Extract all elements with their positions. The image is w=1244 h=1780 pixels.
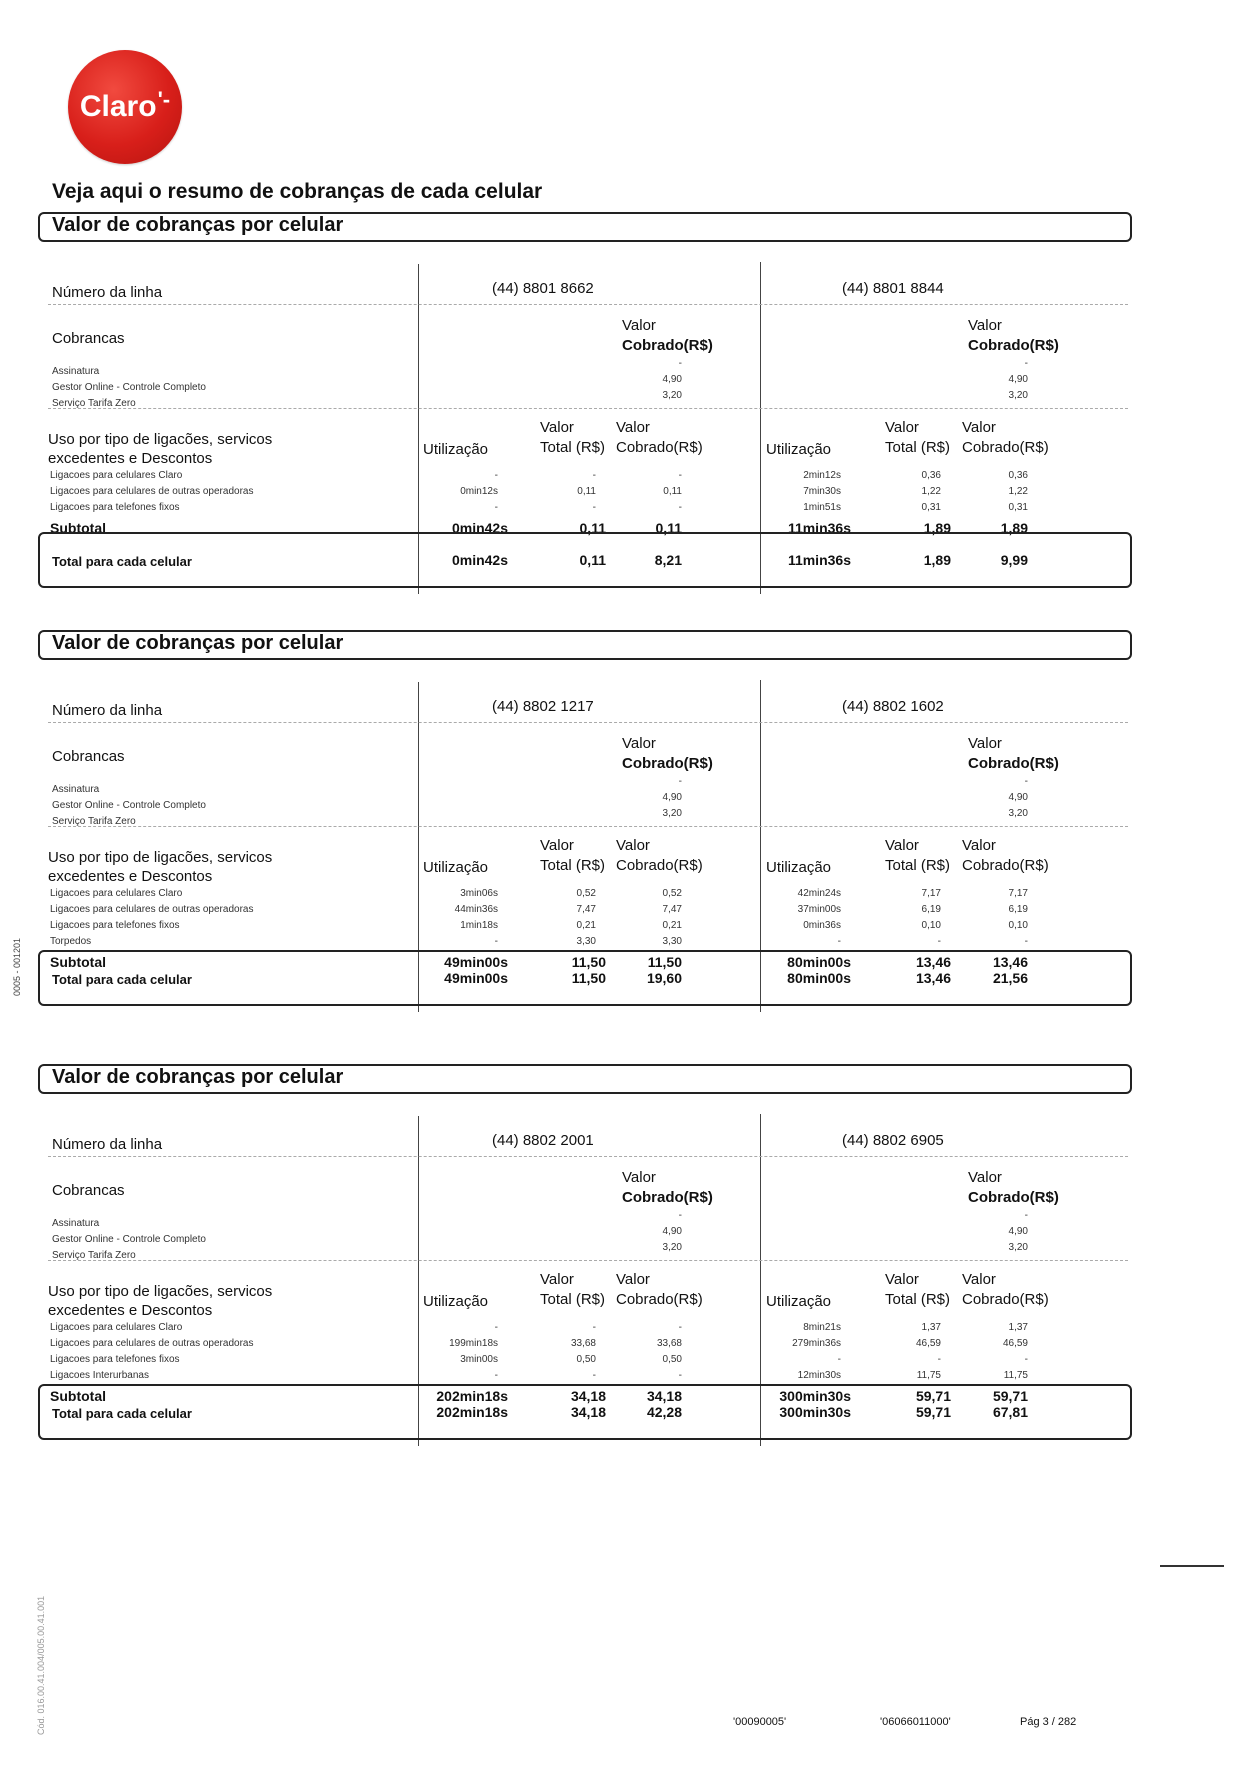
cobrado-header: Cobrado(R$) [622,337,713,354]
utilizacao-header: Utilização [423,441,489,458]
usage-total: - [937,1354,941,1365]
total-utilizacao: 80min00s [787,970,851,986]
total-header: Total (R$) [540,1291,606,1308]
usage-item: Ligacoes para celulares Claro [50,888,183,899]
valor-header: Valor [616,837,650,854]
subtotal-total: 0,11 [579,520,606,536]
row-separator [48,304,1128,305]
usage-total: 7,47 [576,904,596,915]
charge-item: Gestor Online - Controle Completo [52,800,206,811]
usage-cobrado: 6,19 [1008,904,1028,915]
cobrado-header: Cobrado(R$) [968,1189,1059,1206]
subtotal-cobrado: 59,71 [992,1388,1028,1404]
usage-utilizacao: 3min00s [460,1354,498,1365]
charges-label: Cobrancas [52,748,125,765]
subtotal-label: Subtotal [50,520,106,536]
line-number: (44) 8802 1217 [492,698,594,715]
total-utilizacao: 11min36s [787,552,851,568]
utilizacao-header: Utilização [766,441,832,458]
usage-cobrado: 11,75 [1003,1370,1028,1381]
line-number: (44) 8802 2001 [492,1132,594,1149]
usage-utilizacao: 8min21s [803,1322,841,1333]
row-separator [48,1260,1128,1261]
usage-utilizacao: 2min12s [803,470,841,481]
usage-label-line2: excedentes e Descontos [48,1302,213,1319]
charge-value: - [1024,358,1028,369]
usage-label-line1: Uso por tipo de ligacões, servicos [48,431,273,448]
line-number: (44) 8801 8662 [492,280,594,297]
usage-utilizacao: 44min36s [454,904,498,915]
charge-item: Assinatura [52,1218,100,1229]
usage-utilizacao: 37min00s [797,904,841,915]
charge-item: Serviço Tarifa Zero [52,398,136,409]
usage-cobrado: 0,31 [1008,502,1028,513]
claro-logo [68,50,182,164]
row-separator [48,826,1128,827]
charge-value: - [678,776,682,787]
usage-item: Ligacoes para telefones fixos [50,502,180,513]
charge-item: Serviço Tarifa Zero [52,816,136,827]
usage-utilizacao: 3min06s [460,888,498,899]
usage-label-line1: Uso por tipo de ligacões, servicos [48,849,273,866]
subtotal-label: Subtotal [50,954,106,970]
total-utilizacao: 300min30s [779,1404,851,1420]
utilizacao-header: Utilização [423,1293,489,1310]
usage-cobrado: - [678,470,682,481]
section-title: Valor de cobranças por celular [52,214,344,236]
usage-cobrado: 0,52 [662,888,682,899]
line-number-label: Número da linha [52,702,163,719]
usage-utilizacao: 0min36s [803,920,841,931]
total-total: 11,50 [571,970,606,986]
usage-item: Ligacoes para celulares Claro [50,470,183,481]
charge-value: - [678,358,682,369]
charge-value: 3,20 [662,390,682,401]
total-total: 1,89 [923,552,951,568]
usage-total: 33,68 [570,1338,596,1349]
total-total: 13,46 [915,970,951,986]
usage-utilizacao: - [837,1354,841,1365]
valor-header: Valor [540,1271,574,1288]
charge-value: 3,20 [662,1242,682,1253]
usage-item: Ligacoes para celulares Claro [50,1322,183,1333]
usage-total: - [592,470,596,481]
usage-label-line2: excedentes e Descontos [48,868,213,885]
usage-total: 11,75 [916,1370,941,1381]
usage-utilizacao: - [837,936,841,947]
usage-total: 0,11 [577,486,596,497]
usage-total: 0,10 [921,920,941,931]
valor-header: Valor [622,735,656,752]
subtotal-utilizacao: 49min00s [444,954,508,970]
cobrado-header: Cobrado(R$) [616,857,703,874]
charge-value: 4,90 [662,792,682,803]
usage-cobrado: - [678,1322,682,1333]
subtotal-cobrado: 34,18 [646,1388,682,1404]
usage-item: Ligacoes para celulares de outras operadoras [50,904,254,915]
subtotal-cobrado: 11,50 [647,954,682,970]
usage-cobrado: - [1024,936,1028,947]
footer-page-number: Pág 3 / 282 [1020,1716,1077,1728]
usage-cobrado: 46,59 [1002,1338,1028,1349]
logo-mark-icon: ʹ- [157,87,171,112]
total-header: Total (R$) [540,439,606,456]
usage-cobrado: 1,37 [1008,1322,1028,1333]
valor-header: Valor [540,419,574,436]
usage-utilizacao: 7min30s [803,486,841,497]
usage-utilizacao: - [494,1370,498,1381]
usage-item: Ligacoes Interurbanas [50,1370,149,1381]
usage-utilizacao: 199min18s [449,1338,498,1349]
valor-header: Valor [962,419,996,436]
total-utilizacao: 49min00s [444,970,508,986]
total-utilizacao: 0min42s [451,552,508,568]
valor-header: Valor [962,837,996,854]
total-label: Total para cada celular [52,1406,192,1421]
usage-item: Ligacoes para celulares de outras operadoras [50,486,254,497]
usage-item: Ligacoes para telefones fixos [50,920,180,931]
charge-value: 4,90 [662,1226,682,1237]
row-separator [48,722,1128,723]
cobrado-header: Cobrado(R$) [968,337,1059,354]
side-code-b: Cód. 016.00.41.004/005.00.41.001 [36,1595,46,1735]
usage-total: 46,59 [915,1338,941,1349]
footer-code-1: '00090005' [733,1716,787,1728]
charge-section [38,212,1133,612]
usage-utilizacao: - [494,936,498,947]
usage-total: 7,17 [921,888,941,899]
usage-total: 0,21 [576,920,596,931]
valor-header: Valor [885,419,919,436]
utilizacao-header: Utilização [766,1293,832,1310]
charge-value: - [1024,1210,1028,1221]
total-utilizacao: 202min18s [436,1404,508,1420]
line-number: (44) 8802 1602 [842,698,944,715]
line-number: (44) 8801 8844 [842,280,944,297]
usage-item: Torpedos [50,936,92,947]
total-cobrado: 9,99 [1000,552,1028,568]
usage-total: 6,19 [921,904,941,915]
usage-cobrado: 0,21 [662,920,682,931]
usage-utilizacao: 1min18s [460,920,498,931]
charge-value: 4,90 [1008,792,1028,803]
usage-cobrado: - [678,1370,682,1381]
total-total: 59,71 [915,1404,951,1420]
usage-utilizacao: - [494,470,498,481]
usage-cobrado: 0,50 [662,1354,682,1365]
usage-utilizacao: - [494,1322,498,1333]
total-header: Total (R$) [885,439,951,456]
usage-utilizacao: - [494,502,498,513]
subtotal-utilizacao: 11min36s [787,520,851,536]
subtotal-total: 59,71 [915,1388,951,1404]
usage-total: 0,50 [576,1354,596,1365]
usage-total: 1,37 [921,1322,941,1333]
charge-value: 3,20 [1008,808,1028,819]
cobrado-header: Cobrado(R$) [962,857,1049,874]
valor-header: Valor [616,419,650,436]
charge-value: 3,20 [1008,1242,1028,1253]
usage-total: 3,30 [576,936,596,947]
cobrado-header: Cobrado(R$) [962,439,1049,456]
charge-value: 4,90 [662,374,682,385]
subtotal-utilizacao: 300min30s [779,1388,851,1404]
usage-total: 0,31 [921,502,941,513]
subtotal-utilizacao: 202min18s [436,1388,508,1404]
subtotal-total: 34,18 [570,1388,606,1404]
subtotal-total: 1,89 [923,520,951,536]
cobrado-header: Cobrado(R$) [968,755,1059,772]
line-number: (44) 8802 6905 [842,1132,944,1149]
line-number-label: Número da linha [52,284,163,301]
total-cobrado: 8,21 [654,552,682,568]
subtotal-total: 11,50 [571,954,606,970]
total-total: 0,11 [579,552,606,568]
charge-value: - [678,1210,682,1221]
usage-item: Ligacoes para telefones fixos [50,1354,180,1365]
logo-text: Claro [79,90,157,123]
subtotal-utilizacao: 0min42s [451,520,508,536]
charge-item: Serviço Tarifa Zero [52,1250,136,1261]
total-cobrado: 21,56 [992,970,1028,986]
usage-cobrado: 0,10 [1008,920,1028,931]
valor-header: Valor [962,1271,996,1288]
charge-value: - [1024,776,1028,787]
total-total: 34,18 [570,1404,606,1420]
subtotal-total: 13,46 [915,954,951,970]
valor-header: Valor [885,837,919,854]
usage-total: 0,36 [921,470,941,481]
total-cobrado: 19,60 [646,970,682,986]
side-code-a: 0005 - 001201 [12,937,22,996]
usage-total: 1,22 [921,486,941,497]
valor-header: Valor [622,317,656,334]
usage-cobrado: 7,47 [662,904,682,915]
charge-value: 4,90 [1008,374,1028,385]
usage-cobrado: 0,11 [663,486,682,497]
subtotal-label: Subtotal [50,1388,106,1404]
charge-item: Assinatura [52,366,100,377]
usage-utilizacao: 12min30s [797,1370,841,1381]
usage-cobrado: 0,36 [1008,470,1028,481]
usage-cobrado: - [678,502,682,513]
usage-cobrado: 7,17 [1008,888,1028,899]
margin-mark [1160,1565,1224,1567]
charge-value: 3,20 [1008,390,1028,401]
subtotal-cobrado: 0,11 [655,520,682,536]
cobrado-header: Cobrado(R$) [616,439,703,456]
usage-item: Ligacoes para celulares de outras operadoras [50,1338,254,1349]
valor-header: Valor [540,837,574,854]
subtotal-cobrado: 1,89 [1000,520,1028,536]
valor-header: Valor [616,1271,650,1288]
subtotal-utilizacao: 80min00s [787,954,851,970]
section-title: Valor de cobranças por celular [52,1066,344,1088]
valor-header: Valor [968,735,1002,752]
cobrado-header: Cobrado(R$) [962,1291,1049,1308]
usage-total: - [592,1322,596,1333]
charge-item: Gestor Online - Controle Completo [52,1234,206,1245]
total-header: Total (R$) [885,857,951,874]
cobrado-header: Cobrado(R$) [616,1291,703,1308]
total-cobrado: 67,81 [992,1404,1028,1420]
usage-total: - [937,936,941,947]
usage-cobrado: 33,68 [656,1338,682,1349]
usage-utilizacao: 42min24s [797,888,841,899]
total-label: Total para cada celular [52,554,192,569]
total-header: Total (R$) [885,1291,951,1308]
usage-utilizacao: 1min51s [803,502,841,513]
charges-label: Cobrancas [52,330,125,347]
charge-section [38,1064,1133,1464]
usage-total: - [592,1370,596,1381]
charge-value: 4,90 [1008,1226,1028,1237]
usage-utilizacao: 0min12s [460,486,498,497]
row-separator [48,408,1128,409]
utilizacao-header: Utilização [423,859,489,876]
valor-header: Valor [622,1169,656,1186]
line-number-label: Número da linha [52,1136,163,1153]
usage-cobrado: 3,30 [662,936,682,947]
total-cobrado: 42,28 [646,1404,682,1420]
usage-utilizacao: 279min36s [792,1338,841,1349]
usage-total: 0,52 [576,888,596,899]
valor-header: Valor [885,1271,919,1288]
charge-item: Gestor Online - Controle Completo [52,382,206,393]
section-title: Valor de cobranças por celular [52,632,344,654]
usage-label-line2: excedentes e Descontos [48,450,213,467]
charges-label: Cobrancas [52,1182,125,1199]
charge-item: Assinatura [52,784,100,795]
usage-cobrado: 1,22 [1008,486,1028,497]
subtotal-cobrado: 13,46 [992,954,1028,970]
usage-total: - [592,502,596,513]
charge-value: 3,20 [662,808,682,819]
cobrado-header: Cobrado(R$) [622,1189,713,1206]
total-header: Total (R$) [540,857,606,874]
usage-cobrado: - [1024,1354,1028,1365]
charge-section [38,630,1133,1030]
usage-label-line1: Uso por tipo de ligacões, servicos [48,1283,273,1300]
total-label: Total para cada celular [52,972,192,987]
valor-header: Valor [968,1169,1002,1186]
page-title: Veja aqui o resumo de cobranças de cada celular [52,180,543,203]
cobrado-header: Cobrado(R$) [622,755,713,772]
valor-header: Valor [968,317,1002,334]
utilizacao-header: Utilização [766,859,832,876]
row-separator [48,1156,1128,1157]
footer-code-2: '06066011000' [880,1716,951,1728]
